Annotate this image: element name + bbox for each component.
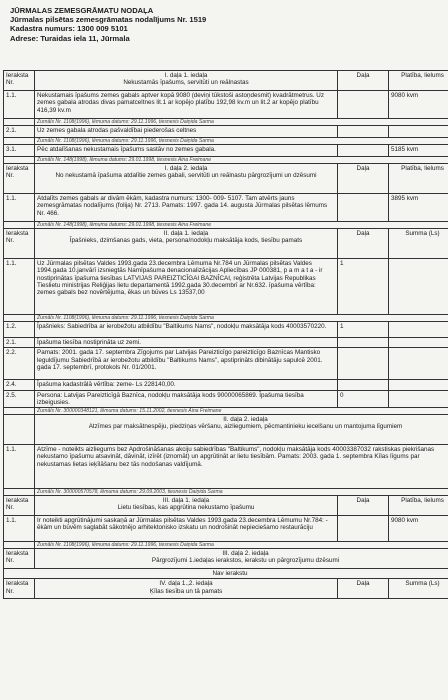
section-header: Ieraksta Nr. I. daļa 1. iedaļa Nekustamās īpašums, servitūti un reālnastas Daļa Platība, lielums bbox=[4, 71, 448, 91]
journal-reference: Žurnāls Nr. 148(1998), lēmuma datums: 29.01.1998, tiesnesis Aina Freimane bbox=[4, 222, 448, 229]
journal-reference: Žurnāls Nr. 1108(1996), lēmuma datums: 29.11.1996, tiesnesis Daiņida Sarma bbox=[4, 119, 448, 126]
table-row: 1.1. Atdalīts zemes gabals ar divām ēkām, kadastra numurs: 1300- 009- 5107. Tam atvērts jauns zemesgrāmatas nodalījums (folija) Nr. 2713. Pamats: 1997. gada 14. augusta Jūrmalas pilsētas lēmums Nr. 466. 3895 kvm bbox=[4, 194, 448, 222]
empty-notice: Nav ierakstu bbox=[4, 569, 448, 579]
section-header: Ieraksta Nr. III. daļa 2. iedaļa Pārgrozījumi 1.iedaļas ierakstos, ierakstu un pārgrozījumu dzēsumi bbox=[4, 549, 448, 569]
table-row: 2.4. Īpašuma kadastrālā vērtība: zeme- Ls 228140,00. bbox=[4, 380, 448, 390]
table-row bbox=[4, 569, 448, 579]
table-row: 2.1. Īpašuma tiesība nostiprināta uz zemi. bbox=[4, 338, 448, 348]
table-row: 1.1. Nekustamais īpašums zemes gabals aptver kopā 9080 (deviņi tūkstoši astoņdesmit) kvadrātmetrus. Uz zemes gabala atrodas divas pamatceltnes lit.1 ar kopējo platību 192,98 kv.m un lit.2 ar kopējo platību 416,39 kv.m 9080 kvm bbox=[4, 91, 448, 119]
table-row: 1.1. Atzīme - noteikts aizliegums bez Apdrošināšanas akciju sabiedrības "Baltikums", nodokļu maksātāja kods 40003387032 rakstiskas piekrišanas nekustamo īpašumu atsavināt, dāvināt, izīrēt (iznomāt) un apgrūtināt ar lietu tiesībām. Pamats: 2003. gada 1. septembra Kīlas līgums par nekustamas lietas ieķīlāšanu bez tās nodošanas valdījumā. bbox=[4, 445, 448, 489]
register-section: Jūrmalas pilsētas zemesgrāmatas nodalījums Nr. 1519 bbox=[10, 15, 207, 25]
document-header bbox=[10, 6, 206, 43]
journal-reference: Žurnāls Nr. 300000570578, lēmuma datums: 29.09.2003, tiesnesis Daiņida Sarma bbox=[4, 489, 448, 496]
table-row: 1.2. Īpašnieks: Sabiedrība ar ierobežotu atbildību "Baltikums Nams", nodokļu maksātāja kods 40003570220. 1 bbox=[4, 322, 448, 338]
office-name: JŪRMALAS ZEMESGRĀMATU NODAĻA bbox=[10, 6, 154, 15]
section-header: Ieraksta Nr. IV. daļa 1.,2. iedaļa Ķīlas tiesība un tā pamats Daļa Summa (Ls) bbox=[4, 579, 448, 599]
journal-reference: Žurnāls Nr. 148(1998), lēmuma datums: 29.01.1998, tiesnesis Aina Freimane bbox=[4, 157, 448, 164]
journal-reference: Žurnāls Nr. 1108(1996), lēmuma datums: 29.11.1996, tiesnesis Daiņida Sarma bbox=[4, 138, 448, 145]
table-row: 2.1. Uz zemes gabala atrodas pašvaldībai piederošas celtnes bbox=[4, 126, 448, 138]
section-header: II. daļa 2. iedaļa Atzīmes par maksātnespēju, piedziņas vēršanu, aizliegumiem, pēcmantinieku iecelšanu un mantojuma līgumiem bbox=[4, 415, 448, 445]
address: Adrese: Turaidas iela 11, Jūrmala bbox=[10, 33, 130, 43]
journal-reference: Žurnāls Nr. 1108(1996), lēmuma datums: 29.11.1996, tiesnesis Daiņida Sarma bbox=[4, 315, 448, 322]
register-table bbox=[3, 70, 448, 599]
table-row: 2.5. Persona: Latvijas Pareizticīgā Baznīca, nodokļu maksātāja kods 90000065869. Īpašuma tiesība izbeigusies. 0 bbox=[4, 390, 448, 408]
table-row: 2.2. Pamats: 2001. gada 17. septembra Zīgojums par Latvijas Pareizticīgo pareizticīgo Baznīcas Mantisko leguldījumu Sabiedrībā ar ierobežotu atbildību "Baltikums Nams", apstiprināts dibinātāju sapulcē 2001. gada 17. septembrī, protokols Nr. 01/2001. bbox=[4, 348, 448, 380]
journal-reference: Žurnāls Nr. 300000348121, lēmuma datums: 15.11.2002, tiesnesis Aina Freimane bbox=[4, 408, 448, 415]
table-row: 3.1. Pēc atdalīšanas nekustamais īpašums sastāv no zemes gabala. 5185 kvm bbox=[4, 145, 448, 157]
section-header: Ieraksta Nr. III. daļa 1. iedaļa Lietu tiesības, kas apgrūtina nekustamo īpašumu Daļa Platība, lielums bbox=[4, 496, 448, 516]
cadastre-number: Kadastra numurs: 1300 009 5101 bbox=[10, 24, 128, 34]
section-header: Ieraksta Nr. II. daļa 1. iedaļa Īpašnieks, dzimšanas gads, vieta, persona/nodokļu maksātāja kods, tiesību pamats Daļa Summa (Ls) bbox=[4, 229, 448, 259]
table-row: 1.1. Ir noteikti apgrūtinājumi saskaņā ar Jūrmalas pilsētas Valdes 1993.gada 23.decembra Lēmumu Nr.784: - ēkām un būvēm saglabāt sākotnējo arhitektonisko izskatu un nodrošināt nepieciešamo restaurāciju 9080 kvm bbox=[4, 516, 448, 542]
section-header: Ieraksta Nr. I. daļa 2. iedaļa No nekustamā īpašuma atdalītie zemes gabali, servitūti un reālnastu pārgrozījumi un dzēsumi Daļa Platība, lielums bbox=[4, 164, 448, 194]
table-row: 1.1. Uz Jūrmalas pilsētas Valdes 1993.gada 23.decembra Lēmuma Nr.784 un Jūrmalas pilsētas Valdes 1994.gada 10.janvārī izsniegtās Namīpašuma denacionalizācijas Apliecības JP 000381, p a m a t a - ir nostiprinātas īpašuma tiesības LATVIJAS PAREIZTICĪGAI BAZNĪCAI, reģistrēta Latvijas Republikas Tieslietu ministrijas Reliģijas lietu departamentā 1992.gada 30.decembrī ar Nr.632. īpašuma vērtība: zemes gabals bez novērtējuma, ēkas un būves Ls 13537,00 1 bbox=[4, 259, 448, 315]
journal-reference: Žurnāls Nr. 1108(1996), lēmuma datums: 29.11.1996, tiesnesis Daiņida Sarma bbox=[4, 542, 448, 549]
